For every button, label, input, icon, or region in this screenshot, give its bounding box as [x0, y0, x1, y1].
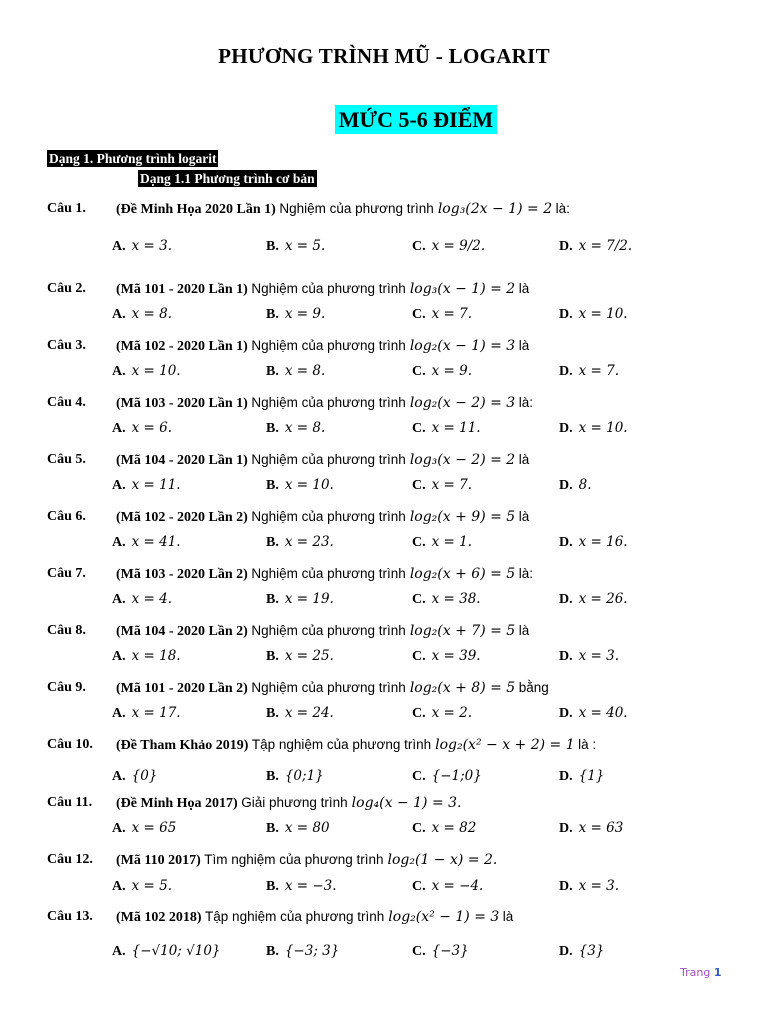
option-a[interactable]: [112, 701, 181, 726]
option-value: x = −4.: [431, 878, 484, 894]
question-stem: Nghiệm của phương trình: [251, 680, 406, 695]
answer-options: [0, 234, 768, 258]
question-number: Câu 12.: [47, 852, 93, 867]
option-label: A.: [112, 592, 126, 607]
question-tail: là: [502, 909, 514, 924]
question-4: [0, 391, 768, 440]
question-number: Câu 7.: [47, 566, 86, 581]
question-source: (Mã 104 - 2020 Lần 2): [116, 624, 248, 639]
question-line: [0, 334, 768, 358]
question-stem: Nghiệm của phương trình: [251, 452, 406, 467]
question-tail: là: [518, 281, 530, 296]
answer-options: [0, 587, 768, 611]
question-body: [116, 505, 529, 530]
question-tail: là: [518, 623, 530, 638]
question-stem: Nghiệm của phương trình: [251, 281, 406, 296]
option-label: D.: [559, 535, 573, 550]
option-a[interactable]: [112, 416, 172, 441]
option-value: x = 4.: [131, 591, 173, 607]
question-equation: log₂(x + 9) = 5: [409, 509, 516, 525]
option-label: D.: [559, 478, 573, 493]
answer-options: [0, 302, 768, 326]
option-label: C.: [412, 307, 426, 322]
question-equation: log₂(x + 8) = 5: [409, 680, 516, 696]
question-line: [0, 505, 768, 529]
question-line: [0, 791, 768, 815]
option-value: x = 8.: [284, 363, 326, 379]
option-value: {1}: [578, 768, 605, 784]
option-label: D.: [559, 879, 573, 894]
option-label: C.: [412, 706, 426, 721]
question-tail: là: [518, 338, 530, 353]
option-a[interactable]: [112, 234, 172, 259]
question-body: [116, 334, 529, 359]
option-d[interactable]: [559, 644, 619, 669]
option-value: x = 5.: [131, 878, 173, 894]
option-value: x = 9.: [431, 363, 473, 379]
option-value: x = 39.: [431, 648, 481, 664]
question-source: (Mã 101 - 2020 Lần 1): [116, 282, 248, 297]
question-line: [0, 197, 768, 221]
option-value: x = 41.: [131, 534, 181, 550]
question-number: Câu 11.: [47, 795, 93, 810]
question-stem: Nghiệm của phương trình: [251, 509, 406, 524]
option-label: C.: [412, 535, 426, 550]
subsection-heading: Dạng 1.1 Phương trình cơ bản: [140, 171, 315, 186]
question-number: Câu 3.: [47, 338, 86, 353]
option-label: A.: [112, 879, 126, 894]
option-label: B.: [266, 592, 279, 607]
option-value: x = 1.: [431, 534, 473, 550]
option-value: x = 11.: [431, 420, 481, 436]
option-value: {0;1}: [284, 768, 324, 784]
question-11: [0, 791, 768, 840]
question-number: Câu 9.: [47, 680, 86, 695]
question-line: [0, 277, 768, 301]
option-label: C.: [412, 592, 426, 607]
option-d[interactable]: [559, 939, 604, 964]
answer-options: [0, 359, 768, 383]
option-value: x = 80: [284, 820, 330, 836]
option-c[interactable]: [412, 764, 482, 789]
question-tail: là :: [578, 737, 597, 752]
option-label: D.: [559, 944, 573, 959]
option-c[interactable]: [412, 416, 481, 441]
option-value: x = 65: [131, 820, 177, 836]
option-a[interactable]: [112, 302, 172, 327]
option-label: C.: [412, 421, 426, 436]
question-line: [0, 676, 768, 700]
option-c[interactable]: [412, 359, 472, 384]
option-value: x = 10.: [578, 306, 628, 322]
question-9: [0, 676, 768, 725]
option-d[interactable]: [559, 587, 628, 612]
option-b[interactable]: [266, 587, 334, 612]
question-number: Câu 10.: [47, 737, 93, 752]
option-value: x = 6.: [131, 420, 173, 436]
option-a[interactable]: [112, 764, 157, 789]
option-label: A.: [112, 821, 126, 836]
question-12: [0, 848, 768, 898]
option-label: C.: [412, 769, 426, 784]
option-label: A.: [112, 478, 126, 493]
question-10: [0, 733, 768, 788]
answer-options: [0, 939, 768, 963]
option-a[interactable]: [112, 473, 181, 498]
option-value: x = 18.: [131, 648, 181, 664]
question-stem: Tập nghiệm của phương trình: [205, 909, 385, 924]
option-value: x = 19.: [284, 591, 334, 607]
option-value: x = 5.: [284, 238, 326, 254]
option-d[interactable]: [559, 416, 628, 441]
option-label: B.: [266, 649, 279, 664]
question-source: (Đề Minh Họa 2020 Lần 1): [116, 202, 276, 217]
option-label: B.: [266, 769, 279, 784]
option-c[interactable]: [412, 874, 483, 899]
option-value: x = 10.: [578, 420, 628, 436]
page-title: PHƯƠNG TRÌNH MŨ - LOGARIT: [218, 44, 550, 68]
question-stem: Nghiệm của phương trình: [279, 201, 434, 216]
option-value: x = −3.: [284, 878, 337, 894]
question-1: [0, 197, 768, 258]
option-c[interactable]: [412, 302, 472, 327]
option-b[interactable]: [266, 701, 334, 726]
option-label: A.: [112, 364, 126, 379]
option-label: A.: [112, 706, 126, 721]
option-label: B.: [266, 879, 279, 894]
option-b[interactable]: [266, 939, 339, 964]
option-value: {0}: [131, 768, 158, 784]
option-label: B.: [266, 821, 279, 836]
question-number: Câu 5.: [47, 452, 86, 467]
option-value: x = 2.: [431, 705, 473, 721]
answer-options: [0, 530, 768, 554]
option-label: D.: [559, 769, 573, 784]
answer-options: [0, 701, 768, 725]
option-label: D.: [559, 649, 573, 664]
question-number: Câu 2.: [47, 281, 86, 296]
question-line: [0, 619, 768, 643]
option-label: B.: [266, 421, 279, 436]
option-label: A.: [112, 307, 126, 322]
question-source: (Mã 110 2017): [116, 853, 201, 868]
question-equation: log₄(x − 1) = 3.: [351, 795, 462, 811]
option-value: x = 10.: [131, 363, 181, 379]
answer-options: [0, 473, 768, 497]
footer-label: Trang: [680, 966, 711, 979]
option-value: x = 11.: [131, 477, 181, 493]
question-line: [0, 562, 768, 586]
option-value: x = 7.: [578, 363, 620, 379]
option-a[interactable]: [112, 359, 181, 384]
option-value: {−3; 3}: [284, 943, 340, 959]
option-a[interactable]: [112, 530, 181, 555]
question-source: (Đề Minh Họa 2017): [116, 796, 238, 811]
option-label: D.: [559, 821, 573, 836]
question-body: [116, 277, 529, 302]
question-tail: bằng: [518, 680, 549, 695]
option-value: x = 40.: [578, 705, 628, 721]
question-body: [116, 619, 529, 644]
level-heading: MỨC 5-6 ĐIỂM: [335, 105, 497, 134]
option-d[interactable]: [559, 874, 619, 899]
option-a[interactable]: [112, 587, 172, 612]
option-label: C.: [412, 821, 426, 836]
question-stem: Nghiệm của phương trình: [251, 395, 406, 410]
question-5: [0, 448, 768, 497]
option-d[interactable]: [559, 530, 628, 555]
question-line: [0, 733, 768, 757]
option-b[interactable]: [266, 764, 324, 789]
question-equation: log₃(x − 1) = 2: [409, 281, 516, 297]
question-source: (Mã 103 - 2020 Lần 1): [116, 396, 248, 411]
question-source: (Mã 102 - 2020 Lần 1): [116, 339, 248, 354]
option-value: x = 7.: [431, 306, 473, 322]
question-line: [0, 391, 768, 415]
option-value: x = 25.: [284, 648, 334, 664]
option-label: D.: [559, 364, 573, 379]
question-stem: Nghiệm của phương trình: [251, 566, 406, 581]
option-value: x = 17.: [131, 705, 181, 721]
question-8: [0, 619, 768, 668]
option-value: x = 63: [578, 820, 624, 836]
option-b[interactable]: [266, 416, 325, 441]
option-d[interactable]: [559, 701, 628, 726]
option-value: x = 3.: [131, 238, 173, 254]
question-tail: là:: [518, 395, 533, 410]
question-equation: log₂(x² − x + 2) = 1: [435, 737, 575, 753]
option-label: B.: [266, 307, 279, 322]
option-label: B.: [266, 944, 279, 959]
question-equation: log₂(x + 6) = 5: [409, 566, 516, 582]
option-label: D.: [559, 592, 573, 607]
question-number: Câu 6.: [47, 509, 86, 524]
option-b[interactable]: [266, 302, 325, 327]
option-value: x = 8.: [284, 420, 326, 436]
section-heading: Dạng 1. Phương trình logarit: [49, 151, 217, 166]
option-d[interactable]: [559, 764, 604, 789]
option-a[interactable]: [112, 644, 181, 669]
option-value: x = 16.: [578, 534, 628, 550]
option-b[interactable]: [266, 530, 334, 555]
option-b[interactable]: [266, 473, 334, 498]
question-stem: Giải phương trình: [241, 795, 348, 810]
question-equation: log₃(2x − 1) = 2: [437, 201, 553, 217]
option-label: A.: [112, 421, 126, 436]
option-label: C.: [412, 944, 426, 959]
option-b[interactable]: [266, 816, 330, 841]
question-number: Câu 13.: [47, 909, 93, 924]
option-label: A.: [112, 944, 126, 959]
question-line: [0, 905, 768, 929]
option-label: D.: [559, 307, 573, 322]
question-6: [0, 505, 768, 554]
option-label: C.: [412, 239, 426, 254]
option-b[interactable]: [266, 644, 334, 669]
option-value: x = 24.: [284, 705, 334, 721]
option-c[interactable]: [412, 939, 469, 964]
question-stem: Tập nghiệm của phương trình: [251, 737, 432, 752]
question-equation: log₂(x + 7) = 5: [409, 623, 516, 639]
option-b[interactable]: [266, 874, 337, 899]
option-value: x = 3.: [578, 648, 620, 664]
question-source: (Mã 101 - 2020 Lần 2): [116, 681, 248, 696]
option-value: x = 9/2.: [431, 238, 486, 254]
question-tail: là: [518, 452, 530, 467]
question-13: [0, 905, 768, 963]
question-equation: log₃(x − 2) = 2: [409, 452, 516, 468]
option-value: x = 82: [431, 820, 477, 836]
option-label: C.: [412, 879, 426, 894]
footer-page-number: 1: [713, 966, 722, 979]
answer-options: [0, 764, 768, 788]
question-body: [116, 848, 497, 873]
question-body: [116, 197, 570, 222]
question-number: Câu 4.: [47, 395, 86, 410]
option-label: B.: [266, 535, 279, 550]
question-line: [0, 848, 768, 872]
question-equation: log₂(x² − 1) = 3: [388, 909, 500, 925]
option-d[interactable]: [559, 816, 623, 841]
option-value: x = 3.: [578, 878, 620, 894]
option-label: A.: [112, 239, 126, 254]
option-label: C.: [412, 478, 426, 493]
level-heading-wrap: [0, 105, 768, 134]
question-equation: log₂(1 − x) = 2.: [387, 852, 498, 868]
answer-options: [0, 644, 768, 668]
option-value: x = 23.: [284, 534, 334, 550]
question-tail: là:: [518, 566, 533, 581]
option-a[interactable]: [112, 939, 221, 964]
option-a[interactable]: [112, 874, 172, 899]
question-body: [116, 733, 596, 758]
question-body: [116, 676, 549, 701]
question-source: (Mã 104 - 2020 Lần 1): [116, 453, 248, 468]
question-stem: Nghiệm của phương trình: [251, 623, 406, 638]
question-source: (Đề Tham Khảo 2019): [116, 738, 249, 753]
question-body: [116, 905, 513, 930]
option-c[interactable]: [412, 701, 472, 726]
question-body: [116, 791, 462, 816]
question-2: [0, 277, 768, 326]
option-value: x = 7/2.: [578, 238, 633, 254]
question-equation: log₂(x − 2) = 3: [409, 395, 516, 411]
question-body: [116, 391, 533, 416]
question-tail: là:: [555, 201, 570, 216]
option-value: x = 7.: [431, 477, 473, 493]
option-c[interactable]: [412, 234, 485, 259]
option-a[interactable]: [112, 816, 176, 841]
question-source: (Mã 102 2018): [116, 910, 202, 925]
question-number: Câu 1.: [47, 201, 86, 216]
question-7: [0, 562, 768, 611]
option-value: x = 10.: [284, 477, 334, 493]
answer-options: [0, 416, 768, 440]
question-line: [0, 448, 768, 472]
question-source: (Mã 102 - 2020 Lần 2): [116, 510, 248, 525]
option-label: D.: [559, 421, 573, 436]
option-label: D.: [559, 239, 573, 254]
option-label: D.: [559, 706, 573, 721]
option-c[interactable]: [412, 473, 472, 498]
option-label: C.: [412, 649, 426, 664]
option-b[interactable]: [266, 359, 325, 384]
option-label: A.: [112, 769, 126, 784]
question-equation: log₂(x − 1) = 3: [409, 338, 516, 354]
option-b[interactable]: [266, 234, 325, 259]
question-source: (Mã 103 - 2020 Lần 2): [116, 567, 248, 582]
option-d[interactable]: [559, 234, 632, 259]
option-value: {−√10; √10}: [131, 943, 221, 959]
option-label: B.: [266, 706, 279, 721]
question-number: Câu 8.: [47, 623, 86, 638]
option-c[interactable]: [412, 644, 481, 669]
option-d[interactable]: [559, 302, 628, 327]
option-value: x = 8.: [131, 306, 173, 322]
option-c[interactable]: [412, 816, 476, 841]
option-d[interactable]: [559, 359, 619, 384]
option-value: {−1;0}: [431, 768, 482, 784]
option-label: A.: [112, 649, 126, 664]
option-value: 8.: [578, 477, 592, 493]
option-c[interactable]: [412, 587, 481, 612]
page-footer: [680, 966, 721, 979]
option-label: B.: [266, 364, 279, 379]
option-value: {−3}: [431, 943, 469, 959]
question-tail: là: [518, 509, 530, 524]
option-value: x = 38.: [431, 591, 481, 607]
question-3: [0, 334, 768, 383]
answer-options: [0, 874, 768, 898]
option-label: A.: [112, 535, 126, 550]
option-value: {3}: [578, 943, 605, 959]
option-label: C.: [412, 364, 426, 379]
option-label: B.: [266, 239, 279, 254]
option-label: B.: [266, 478, 279, 493]
answer-options: [0, 816, 768, 840]
question-stem: Tìm nghiệm của phương trình: [204, 852, 384, 867]
option-d[interactable]: [559, 473, 592, 498]
question-stem: Nghiệm của phương trình: [251, 338, 406, 353]
question-body: [116, 448, 529, 473]
question-body: [116, 562, 533, 587]
option-value: x = 26.: [578, 591, 628, 607]
option-value: x = 9.: [284, 306, 326, 322]
option-c[interactable]: [412, 530, 472, 555]
